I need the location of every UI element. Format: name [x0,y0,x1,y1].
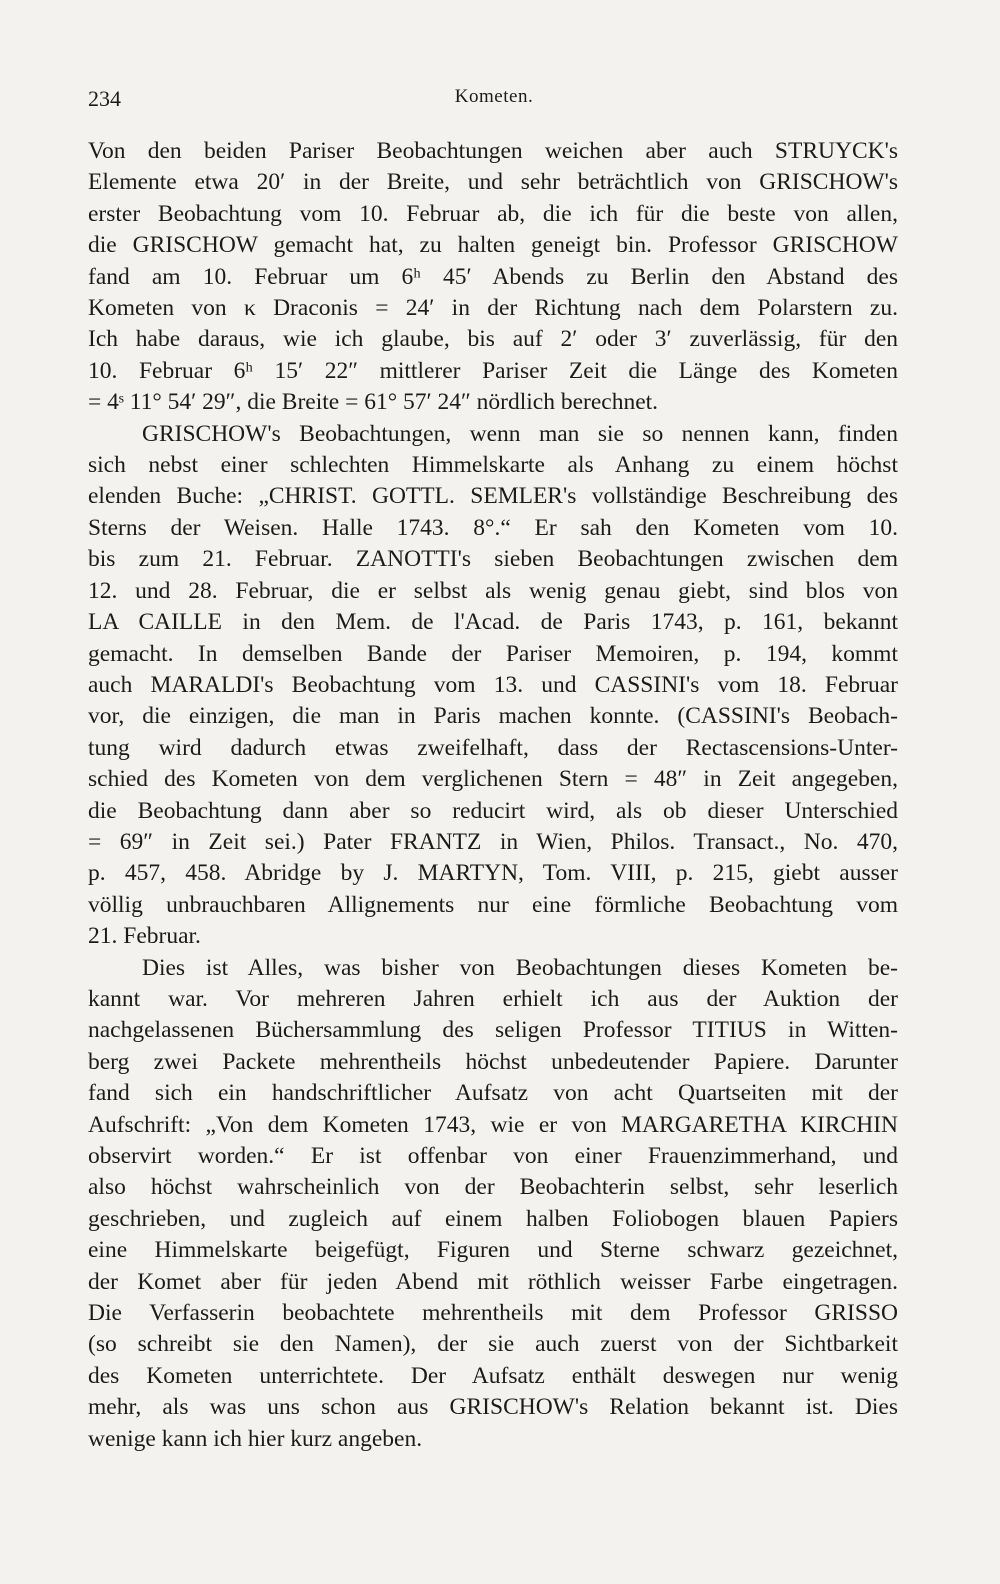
text-line: geschrieben, und zugleich auf einem halben Foliobogen blauen Papiers [88,1205,898,1232]
text-line: 21. Februar. [88,923,201,950]
text-line: 10. Februar 6ʰ 15′ 22″ mittlerer Pariser Zeit die Länge des Kometen [88,357,898,384]
text-line: Elemente etwa 20′ in der Breite, und sehr beträchtlich von GRISCHOW's [88,169,898,196]
text-line: sich nebst einer schlechten Himmelskarte als Anhang zu einem höchst [88,452,898,479]
running-title: Kometen. [454,86,534,107]
page-header [88,86,900,120]
text-line: wenige kann ich hier kurz angeben. [88,1425,423,1452]
text-line: tung wird dadurch etwas zweifelhaft, dass der Rectascensions-Unter- [88,734,898,761]
text-line: auch MARALDI's Beobachtung vom 13. und CASSINI's vom 18. Februar [88,671,898,698]
text-line: erster Beobachtung vom 10. Februar ab, die ich für die beste von allen, [88,200,898,227]
text-line: die Beobachtung dann aber so reducirt wird, als ob dieser Unterschied [88,797,898,824]
text-line: vor, die einzigen, die man in Paris machen konnte. (CASSINI's Beobach- [88,703,898,730]
text-line: eine Himmelskarte beigefügt, Figuren und Sterne schwarz gezeichnet, [88,1237,898,1264]
text-line: Dies ist Alles, was bisher von Beobachtungen dieses Kometen be- [142,954,898,981]
body-text [88,136,898,1455]
text-line: der Komet aber für jeden Abend mit röthlich weisser Farbe eingetragen. [88,1268,898,1295]
text-line: nachgelassenen Büchersammlung des seligen Professor TITIUS in Witten- [88,1017,898,1044]
text-line: des Kometen unterrichtete. Der Aufsatz enthält deswegen nur wenig [88,1362,898,1389]
text-line: die GRISCHOW gemacht hat, zu halten geneigt bin. Professor GRISCHOW [88,232,898,259]
text-line: = 4ˢ 11° 54′ 29″, die Breite = 61° 57′ 24″ nördlich berechnet. [88,389,659,416]
text-line: (so schreibt sie den Namen), der sie auch zuerst von der Sichtbarkeit [88,1331,898,1358]
text-line: p. 457, 458. Abridge by J. MARTYN, Tom. VIII, p. 215, giebt ausser [88,860,898,887]
paragraph [88,136,898,419]
text-line: bis zum 21. Februar. ZANOTTI's sieben Beobachtungen zwischen dem [88,546,898,573]
text-line: Ich habe daraus, wie ich glaube, bis auf 2′ oder 3′ zuverlässig, für den [88,326,898,353]
text-line: 12. und 28. Februar, die er selbst als wenig genau giebt, sind blos von [88,577,898,604]
paragraph [88,953,898,1456]
text-line: völlig unbrauchbaren Allignements nur eine förmliche Beobachtung vom [88,891,898,918]
text-line: elenden Buche: „CHRIST. GOTTL. SEMLER's vollständige Beschreibung des [88,483,898,510]
page-number: 234 [88,86,121,111]
text-line: Aufschrift: „Von dem Kometen 1743, wie er von MARGARETHA KIRCHIN [88,1111,898,1138]
text-line: observirt worden.“ Er ist offenbar von einer Frauenzimmerhand, und [88,1143,898,1169]
text-line: kannt war. Vor mehreren Jahren erhielt ich aus der Auktion der [88,985,898,1012]
text-line: also höchst wahrscheinlich von der Beobachterin selbst, sehr leserlich [88,1174,898,1201]
text-line: = 69″ in Zeit sei.) Pater FRANTZ in Wien, Philos. Transact., No. 470, [88,828,898,855]
text-line: Die Verfasserin beobachtete mehrentheils mit dem Professor GRISSO [88,1300,898,1327]
text-line: fand am 10. Februar um 6ʰ 45′ Abends zu Berlin den Abstand des [88,263,898,290]
text-line: Kometen von κ Draconis = 24′ in der Richtung nach dem Polarstern zu. [88,295,898,322]
text-line: Von den beiden Pariser Beobachtungen weichen aber auch STRUYCK's [88,138,898,164]
text-line: fand sich ein handschriftlicher Aufsatz von acht Quartseiten mit der [88,1080,898,1107]
paragraph [88,419,898,953]
text-line: LA CAILLE in den Mem. de l'Acad. de Paris 1743, p. 161, bekannt [88,609,898,636]
text-line: berg zwei Packete mehrentheils höchst unbedeutender Papiere. Darunter [88,1048,898,1075]
text-line: mehr, als was uns schon aus GRISCHOW's Relation bekannt ist. Dies [88,1394,898,1421]
text-line: Sterns der Weisen. Halle 1743. 8°.“ Er sah den Kometen vom 10. [88,514,898,541]
text-line: gemacht. In demselben Bande der Pariser Memoiren, p. 194, kommt [88,640,898,667]
text-line: schied des Kometen von dem verglichenen Stern = 48″ in Zeit angegeben, [88,766,898,793]
text-line: GRISCHOW's Beobachtungen, wenn man sie so nennen kann, finden [142,420,898,447]
